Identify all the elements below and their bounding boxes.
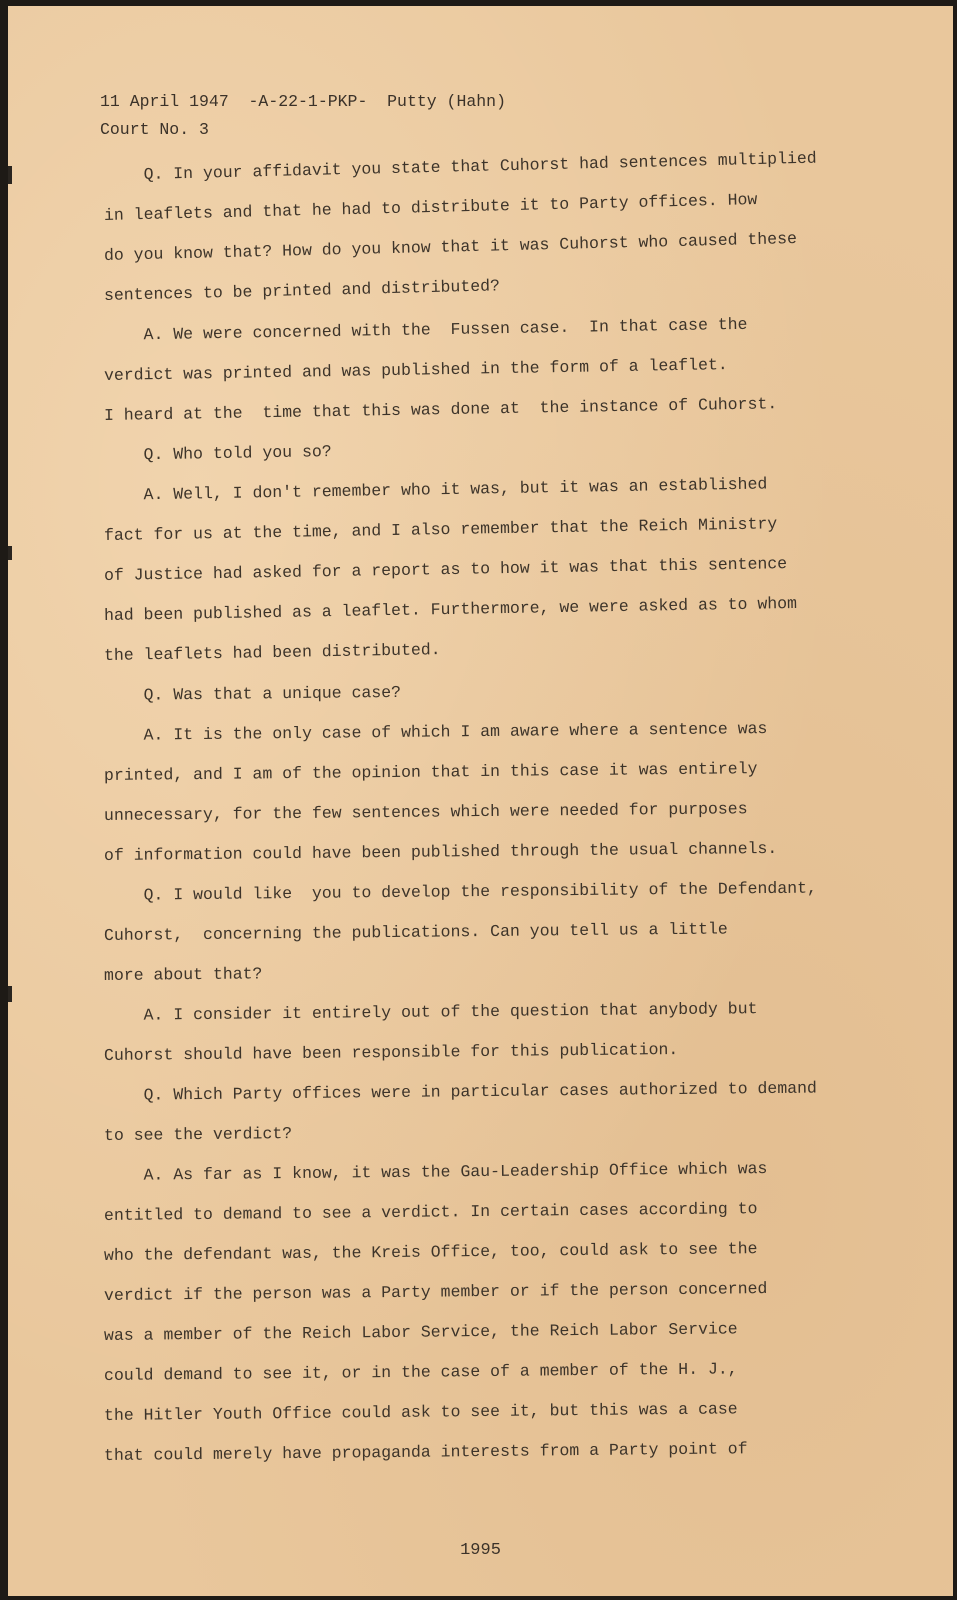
transcript-line: I heard at the time that this was done at the instance of Cuhorst. bbox=[103, 394, 778, 425]
transcript-body bbox=[103, 148, 884, 1476]
binding-mark bbox=[8, 986, 12, 1002]
transcript-line: who the defendant was, the Kreis Office, too, could ask to see the bbox=[103, 1239, 758, 1265]
transcript-line: to see the verdict? bbox=[103, 1124, 293, 1145]
transcript-line: in leaflets and that he had to distribute it to Party offices. How bbox=[103, 190, 758, 225]
transcript-line: verdict was printed and was published in the form of a leaflet. bbox=[103, 355, 728, 385]
transcript-line: more about that? bbox=[103, 964, 263, 985]
document-page bbox=[8, 6, 953, 1596]
transcript-line: that could merely have propaganda interests from a Party point of bbox=[103, 1439, 748, 1465]
transcript-line: Cuhorst, concerning the publications. Can you tell us a little bbox=[103, 919, 728, 945]
transcript-line: Q. Which Party offices were in particular cases authorized to demand bbox=[103, 1078, 817, 1105]
transcript-line: unnecessary, for the few sentences which were needed for purposes bbox=[103, 799, 748, 825]
transcript-line: A. As far as I know, it was the Gau-Leadership Office which was bbox=[103, 1159, 768, 1185]
transcript-line: A. Well, I don't remember who it was, but it was an established bbox=[103, 474, 768, 505]
transcript-line: of information could have been published through the usual channels. bbox=[103, 838, 778, 865]
transcript-line: A. It is the only case of which I am aware where a sentence was bbox=[103, 719, 768, 745]
transcript-line: do you know that? How do you know that it was Cuhorst who caused these bbox=[103, 229, 798, 265]
transcript-line: was a member of the Reich Labor Service, the Reich Labor Service bbox=[103, 1319, 738, 1345]
transcript-line: Q. Who told you so? bbox=[103, 442, 332, 465]
transcript-line: Q. Was that a unique case? bbox=[103, 682, 402, 705]
transcript-line: printed, and I am of the opinion that in this case it was entirely bbox=[103, 759, 758, 785]
document-header bbox=[100, 88, 506, 144]
transcript-line: had been published as a leaflet. Furthermore, we were asked as to whom bbox=[103, 593, 798, 625]
transcript-line: entitled to demand to see a verdict. In certain cases according to bbox=[103, 1199, 758, 1225]
page-number: 1995 bbox=[460, 1541, 501, 1560]
transcript-line: verdict if the person was a Party member or if the person concerned bbox=[103, 1279, 768, 1305]
transcript-line: could demand to see it, or in the case of a member of the H. J., bbox=[103, 1359, 738, 1385]
transcript-line: Q. I would like you to develop the responsibility of the Defendant, bbox=[103, 878, 817, 905]
binding-mark bbox=[8, 166, 12, 184]
transcript-line: Q. In your affidavit you state that Cuhorst had sentences multiplied bbox=[103, 148, 817, 185]
transcript-line: the leaflets had been distributed. bbox=[103, 640, 441, 665]
transcript-line: A. I consider it entirely out of the question that anybody but bbox=[103, 999, 758, 1025]
binding-mark bbox=[8, 546, 12, 560]
header-line-date-reference: 11 April 1947 -A-22-1-PKP- Putty (Hahn) bbox=[100, 92, 506, 111]
transcript-line: the Hitler Youth Office could ask to see it, but this was a case bbox=[103, 1399, 738, 1425]
transcript-line: fact for us at the time, and I also remember that the Reich Ministry bbox=[103, 514, 778, 545]
header-line-court: Court No. 3 bbox=[100, 120, 209, 139]
transcript-line: of Justice had asked for a report as to how it was that this sentence bbox=[103, 554, 788, 585]
transcript-line: Cuhorst should have been responsible for this publication. bbox=[103, 1039, 679, 1065]
transcript-line: A. We were concerned with the Fussen case. In that case the bbox=[103, 314, 748, 345]
transcript-line: sentences to be printed and distributed? bbox=[103, 276, 501, 305]
